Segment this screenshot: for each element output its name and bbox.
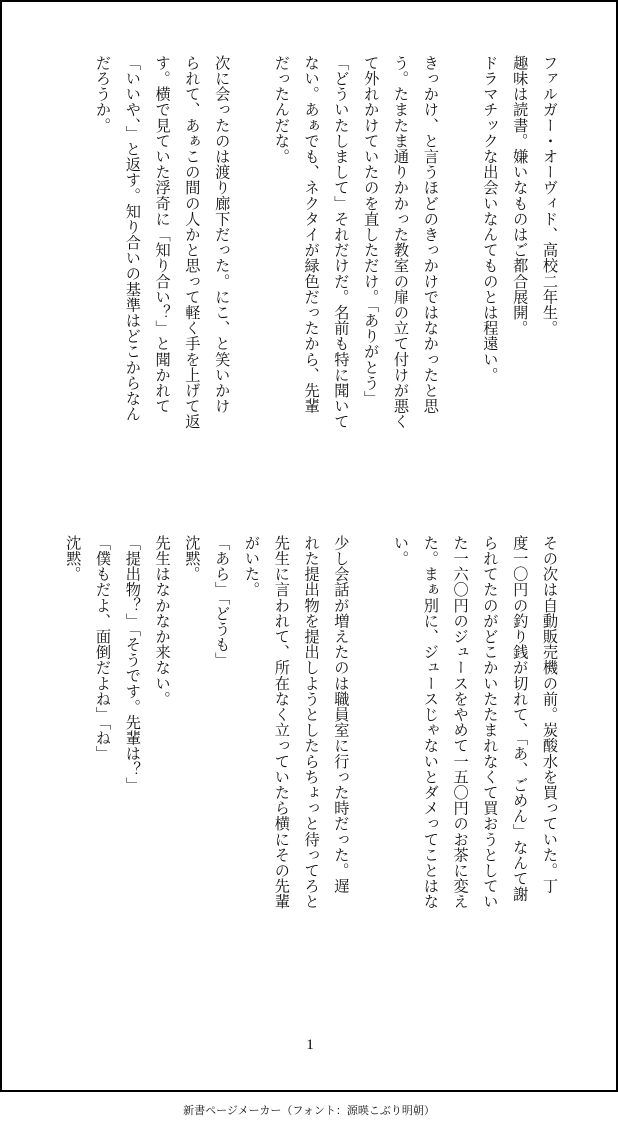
text-column: 「どういたしまして」それだけだ。名前も特に聞いて [332, 55, 351, 430]
text-column: 「あら」「どうも」 [213, 535, 232, 668]
text-column: 度一〇円の釣り銭が切れて、「あ、ごめん」なんて謝 [511, 535, 530, 902]
text-column: がいた。 [243, 535, 261, 598]
text-column: す。横で見ていた浮奇に「知り合い？」と聞かれて [153, 55, 172, 414]
page-number: 1 [306, 1037, 314, 1053]
text-column: て外れかけていたのを直しただけ。「ありがとう」 [362, 55, 381, 407]
text-column: だったんだな。 [272, 55, 291, 165]
text-column: ファルガー・オーヴィド、高校二年生。 [541, 55, 559, 336]
text-column: 沈黙。 [64, 535, 83, 582]
text-column: られて、あぁこの間の人かと思って軽く手を上げて返 [183, 55, 202, 430]
text-column: た一六〇円のジュースをやめて一五〇円のお茶に変え [451, 535, 470, 910]
text-column: きっかけ、と言うほどのきっかけではなかったと思 [421, 55, 440, 414]
text-column: だろうか。 [94, 55, 112, 133]
text-column: その次は自動販売機の前。炭酸水を買っていた。丁 [541, 535, 559, 894]
text-column: れた提出物を提出しようとしたらちょっと待ってろと [302, 535, 321, 910]
text-column: い。 [392, 535, 410, 567]
text-column: 少し会話が増えたのは職員室に行った時だった。遅 [332, 535, 351, 894]
text-column: 「いいや、」と返す。知り合いの基準はどこからなん [123, 55, 142, 422]
text-column: た。まぁ別に、ジュースじゃないとダメってことはな [421, 535, 440, 910]
text-column: られてたのがどこかいたたまれなくて買おうとしてい [481, 535, 500, 910]
text-column: ない。あぁでも、ネクタイが緑色だったから、先輩 [302, 55, 321, 414]
text-column: 沈黙。 [183, 535, 202, 582]
text-column: 「僕もだよ、面倒だよね」「ね」 [94, 535, 112, 762]
text-column: 次に会ったのは渡り廊下だった。にこ、と笑いかけ [213, 55, 232, 414]
footer-caption: 新書ページメーカー（フォント：源暎こぶり明朝） [183, 1104, 435, 1117]
text-column: 「提出物？」「そうです。先輩は？」 [123, 535, 142, 793]
text-column: ドラマチックな出会いなんてものとは程遠い。 [481, 55, 500, 383]
text-column: 先生に言われて、所在なく立っていたら横にその先輩 [272, 535, 291, 910]
text-column: 先生はなかなか来ない。 [153, 535, 172, 707]
text-column: う。たまたま通りかかった教室の扉の立て付けが悪く [392, 55, 410, 430]
text-column: 趣味は読書。嫌いなものはご都合展開。 [511, 55, 530, 336]
